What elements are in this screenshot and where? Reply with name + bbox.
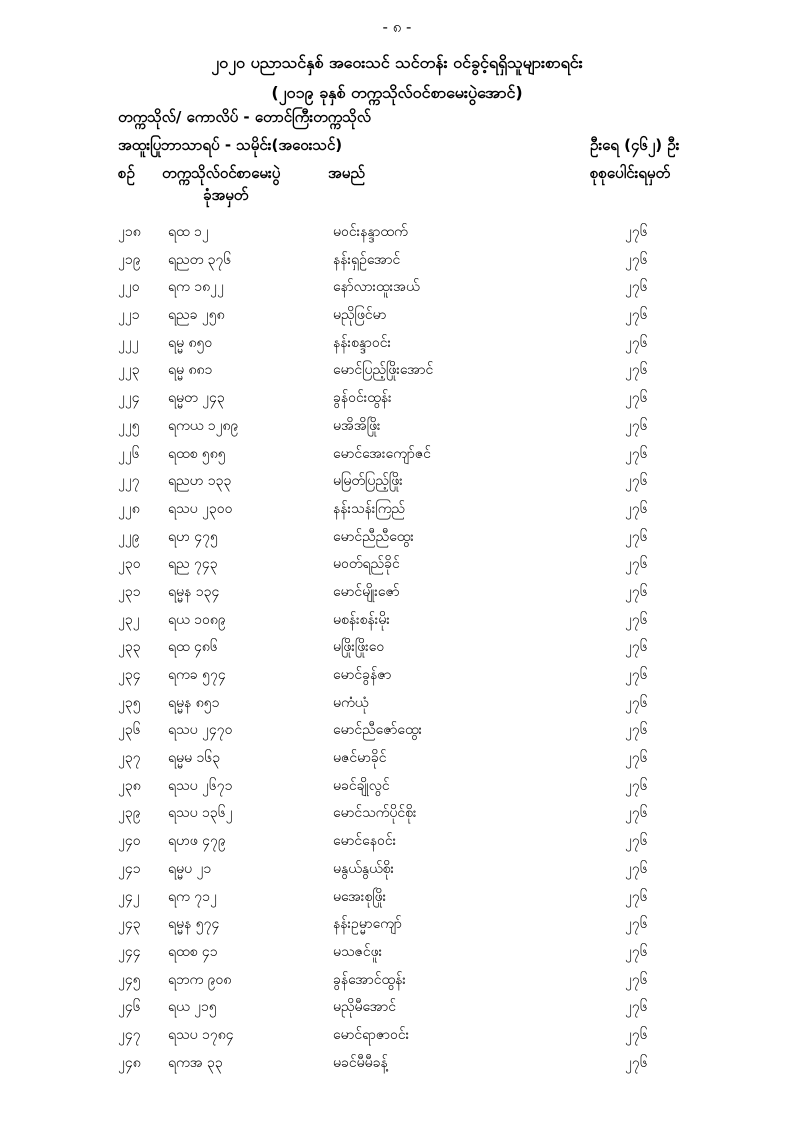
list-item (0, 1025, 794, 1053)
remark-cell: ၂၇၆ (625, 694, 648, 711)
list-item (0, 471, 794, 499)
name-cell: မဇင်မာခိုင် (333, 750, 387, 767)
name-cell: မဝင်းနန္ဒာထက် (333, 224, 408, 240)
exam-roll-cell: ရထစ ၄၁ (168, 943, 218, 960)
remark-cell: ၂၇၆ (625, 334, 648, 351)
exam-roll-cell: ရသပ ၁၃၆၂ (168, 805, 233, 822)
name-cell: မသဇင်ဖူး (333, 943, 383, 960)
remark-cell: ၂၇၆ (625, 417, 648, 434)
name-cell: မကံယုံ (333, 694, 369, 711)
exam-roll-cell: ရညဟ ၁၃၃ (168, 473, 232, 490)
list-item (0, 831, 794, 859)
list-item (0, 250, 794, 278)
remark-cell: ၂၇၆ (625, 805, 648, 822)
exam-roll-cell: ရဟ ၄၇၅ (168, 528, 218, 545)
remark-cell: ၂၇၆ (625, 1054, 648, 1071)
list-item (0, 1053, 794, 1081)
serial-cell: ၂၃၉ (118, 805, 141, 822)
remark-cell: ၂၇၆ (625, 750, 648, 767)
page-number: - ၈ - (382, 18, 412, 36)
serial-cell: ၂၂၀ (118, 279, 140, 296)
remark-cell: ၂၇၆ (625, 279, 648, 296)
name-cell: နော်လားထူးအယ် (333, 279, 420, 296)
name-cell: မစန်းစန်းမိုး (333, 611, 390, 628)
list-item (0, 942, 794, 970)
list-item (0, 720, 794, 748)
name-cell: မောင်ရာဇာဝင်း (333, 1026, 410, 1043)
remark-cell: ၂၇၆ (625, 473, 648, 490)
exam-roll-cell: ရမ္မတ ၂၄၃ (168, 390, 225, 407)
name-cell: မောင်ညီညီထွေး (333, 528, 414, 545)
name-cell: မောင်ပြည့်ဖြိုးအောင် (333, 362, 434, 379)
serial-cell: ၂၂၃ (118, 362, 140, 379)
major-line: အထူးပြုဘာသာရပ် - သမိုင်း(အဝေးသင်) (118, 136, 343, 154)
exam-roll-cell: ရမ္မန ၁၃၄ (168, 583, 220, 600)
remark-cell: ၂၇၆ (625, 224, 648, 240)
list-item (0, 637, 794, 665)
list-item (0, 997, 794, 1025)
list-item (0, 776, 794, 804)
serial-cell: ၂၃၆ (118, 722, 141, 739)
exam-roll-cell: ရမ္မပ ၂၁ (168, 860, 212, 877)
exam-roll-cell: ရမ္မ ၈၈၁ (168, 362, 213, 379)
column-header-serial: စဉ် (118, 164, 135, 182)
list-item (0, 305, 794, 333)
remark-cell: ၂၇၆ (625, 611, 648, 628)
serial-cell: ၂၄၅ (118, 971, 141, 988)
serial-cell: ၂၁၈ (118, 224, 141, 240)
serial-cell: ၂၄၇ (118, 1026, 141, 1043)
exam-roll-cell: ရညခ ၂၅၈ (168, 307, 225, 324)
list-item (0, 333, 794, 361)
serial-cell: ၂၂၈ (118, 500, 140, 517)
serial-cell: ၂၄၃ (118, 916, 141, 933)
remark-cell: ၂၇၆ (625, 556, 648, 573)
serial-cell: ၂၄၀ (118, 833, 141, 850)
serial-cell: ၂၃၁ (118, 583, 141, 600)
name-cell: မဝတ်ရည်ခိုင် (333, 556, 400, 573)
remark-cell: ၂၇၆ (625, 667, 648, 683)
exam-roll-cell: ရသပ ၂၃၀၀ (168, 500, 233, 517)
remark-cell: ၂၇၆ (625, 445, 648, 462)
serial-cell: ၂၂၁ (118, 307, 140, 324)
remark-cell: ၂၇၆ (625, 251, 648, 268)
exam-roll-cell: ရယ ၁၀၈၉ (168, 611, 226, 628)
remark-cell: ၂၇၆ (625, 888, 648, 905)
list-item (0, 444, 794, 472)
document-subtitle: (၂၀၁၉ ခုနှစ် တက္ကသိုလ်ဝင်စာမေးပွဲအောင်) (271, 83, 523, 102)
name-cell: နန်းစန္ဒာဝင်း (333, 334, 392, 351)
serial-cell: ၂၃၅ (118, 694, 141, 711)
name-cell: မောင်မျိုးဇော် (333, 583, 400, 600)
serial-cell: ၂၄၁ (118, 860, 141, 877)
name-cell: နန်းသန်းကြည် (333, 500, 405, 517)
name-cell: မခင်မီမီခန့် (333, 1054, 388, 1071)
exam-roll-cell: ရကခ ၅၇၄ (168, 667, 226, 683)
remark-cell: ၂၇၆ (625, 390, 648, 407)
name-cell: ခွန်အောင်ထွန်း (333, 971, 406, 988)
list-item (0, 748, 794, 776)
exam-roll-cell: ရထစ ၅၈၅ (168, 445, 226, 462)
list-item (0, 527, 794, 555)
name-cell: မအေးစုဖြိုး (333, 888, 387, 905)
exam-roll-cell: ရက ၁၈၂၂ (168, 279, 224, 296)
list-item (0, 499, 794, 527)
serial-cell: ၂၂၂ (118, 334, 139, 351)
list-item (0, 582, 794, 610)
column-header-remark: စုစုပေါင်းရမှတ် (590, 164, 671, 182)
exam-roll-cell: ရညတ ၃၇၆ (168, 251, 232, 268)
serial-cell: ၂၁၉ (118, 251, 141, 268)
list-item (0, 610, 794, 638)
list-item (0, 360, 794, 388)
serial-cell: ၂၂၉ (118, 528, 140, 545)
name-cell: မခင်ချိုလွင် (333, 777, 390, 794)
name-cell: မဖြိုးဖြိုးဝေ (333, 639, 385, 656)
remark-cell: ၂၇၆ (625, 916, 648, 933)
name-cell: နန်းဥမ္မာကျော် (333, 916, 402, 933)
name-cell: မောင်ညီဇော်ထွေး (333, 722, 423, 739)
university-line: တက္ကသိုလ်/ ကောလိပ် - တောင်ကြီးတက္ကသိုလ် (118, 108, 371, 126)
name-cell: မညိုဖြင်မာ (333, 307, 387, 324)
remark-cell: ၂၇၆ (625, 362, 648, 379)
column-header-name: အမည် (328, 164, 365, 182)
count-line: ဦးရေ (၄၆၂) ဦး (590, 136, 680, 154)
serial-cell: ၂၄၈ (118, 1054, 141, 1071)
list-item (0, 859, 794, 887)
remark-cell: ၂၇၆ (625, 943, 648, 960)
exam-roll-cell: ရသပ ၁၇၈၄ (168, 1026, 234, 1043)
list-item (0, 693, 794, 721)
serial-cell: ၂၃၄ (118, 667, 141, 683)
list-item (0, 277, 794, 305)
list-item (0, 554, 794, 582)
student-list (0, 222, 794, 1080)
list-item (0, 222, 794, 250)
serial-cell: ၂၂၆ (118, 445, 140, 462)
name-cell: ခွန်ဝင်းထွန်း (333, 390, 392, 407)
remark-cell: ၂၇၆ (625, 999, 648, 1016)
list-item (0, 803, 794, 831)
serial-cell: ၂၃၃ (118, 639, 141, 656)
exam-roll-cell: ရသပ ၂၄၇၀ (168, 722, 233, 739)
name-cell: မမြတ်ပြည့်ဖြိုး (333, 473, 403, 490)
serial-cell: ၂၄၆ (118, 999, 141, 1016)
list-item (0, 665, 794, 693)
exam-roll-cell: ရကယ ၁၂၈၉ (168, 417, 239, 434)
serial-cell: ၂၂၇ (118, 473, 140, 490)
serial-cell: ၂၄၄ (118, 943, 141, 960)
remark-cell: ၂၇၆ (625, 528, 648, 545)
exam-roll-cell: ရဘက ၉၀၈ (168, 971, 232, 988)
column-header-exam-roll: တက္ကသိုလ်ဝင်စာမေးပွဲ (162, 164, 281, 182)
remark-cell: ၂၇၆ (625, 860, 648, 877)
list-item (0, 887, 794, 915)
remark-cell: ၂၇၆ (625, 777, 648, 794)
exam-roll-cell: ရက ၇၁၂ (168, 888, 217, 905)
name-cell: မောင်သက်ပိုင်စိုး (333, 805, 417, 822)
exam-roll-cell: ရသပ ၂၆၇၁ (168, 777, 233, 794)
exam-roll-cell: ရမ္မမ ၁၆၃ (168, 750, 221, 767)
serial-cell: ၂၄၂ (118, 888, 140, 905)
serial-cell: ၂၃၂ (118, 611, 140, 628)
document-title: ၂၀၂၀ ပညာသင်နှစ် အဝေးသင် သင်တန်း ဝင်ခွင့်ရရှိသူများစာရင်း (211, 53, 583, 72)
column-header-exam-roll-line2: ခုံအမှတ် (203, 186, 249, 204)
serial-cell: ၂၃၀ (118, 556, 141, 573)
exam-roll-cell: ရမ္မန ၈၅၁ (168, 694, 220, 711)
name-cell: မောင်အေးကျော်ဇင် (333, 445, 431, 462)
exam-roll-cell: ရထ ၁၂ (168, 224, 209, 240)
exam-roll-cell: ရမ္မ ၈၅၀ (168, 334, 213, 351)
remark-cell: ၂၇၆ (625, 583, 648, 600)
exam-roll-cell: ရထ ၄၈၆ (168, 639, 218, 656)
exam-roll-cell: ရမ္မန ၅၇၄ (168, 916, 220, 933)
list-item (0, 914, 794, 942)
list-item (0, 416, 794, 444)
exam-roll-cell: ရဟဖ ၄၇၉ (168, 833, 226, 850)
remark-cell: ၂၇၆ (625, 1026, 648, 1043)
remark-cell: ၂၇၆ (625, 639, 648, 656)
name-cell: နန်းရှဉ်အောင် (333, 251, 401, 268)
serial-cell: ၂၂၅ (118, 417, 140, 434)
serial-cell: ၂၃၈ (118, 777, 141, 794)
remark-cell: ၂၇၆ (625, 722, 648, 739)
remark-cell: ၂၇၆ (625, 833, 648, 850)
name-cell: မောင်နေဝင်း (333, 833, 397, 850)
remark-cell: ၂၇၆ (625, 971, 648, 988)
exam-roll-cell: ရကအ ၃၃ (168, 1054, 223, 1071)
name-cell: မနွယ်နွယ်စိုး (333, 860, 395, 877)
list-item (0, 970, 794, 998)
serial-cell: ၂၃၇ (118, 750, 141, 767)
list-item (0, 388, 794, 416)
name-cell: မအိအိဖြိုး (333, 417, 381, 434)
exam-roll-cell: ရယ ၂၁၅ (168, 999, 217, 1016)
serial-cell: ၂၂၄ (118, 390, 140, 407)
remark-cell: ၂၇၆ (625, 307, 648, 324)
name-cell: မောင်ခွန်ဇာ (333, 667, 392, 683)
exam-roll-cell: ရည ၇၄၃ (168, 556, 218, 573)
name-cell: မညိုမီအောင် (333, 999, 396, 1016)
remark-cell: ၂၇၆ (625, 500, 648, 517)
